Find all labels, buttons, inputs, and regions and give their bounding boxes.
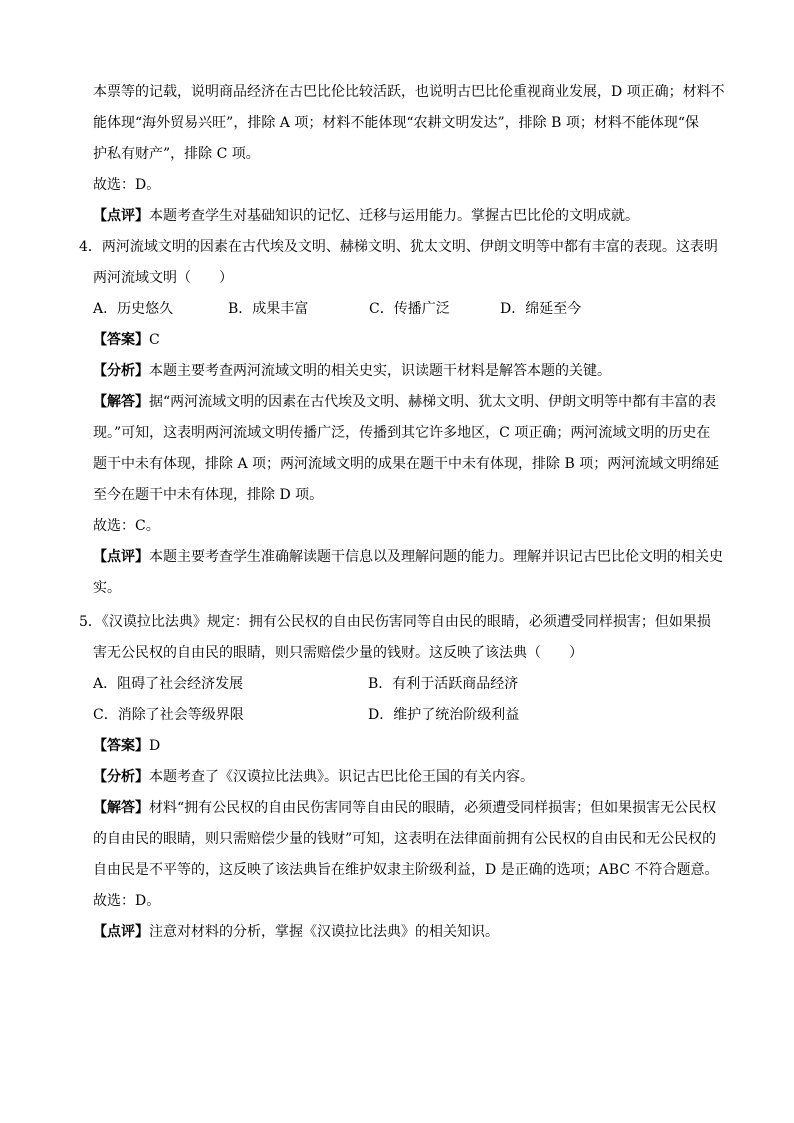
q5-choice: 故选：D。 [93, 893, 161, 909]
q5-option-a: A．阻碍了社会经济发展 [93, 676, 244, 692]
q5-solution-line-3: 自由民是不平等的，这反映了该法典旨在维护奴隶主阶级利益，D 是正确的选项；ABC 不符合题意。 [93, 862, 719, 878]
intro-line-1: 本票等的记载，说明商品经济在古巴比伦比较活跃，也说明古巴比伦重视商业发展，D 项正确；材料不 [93, 84, 725, 100]
q5-stem-line-2: 害无公民权的自由民的眼睛，则只需赔偿少量的钱财。这反映了该法典（ ） [93, 645, 583, 661]
q4-solution-line-4: 至今在题干中未有体现，排除 D 项。 [93, 487, 324, 503]
comment-text: 本题考查学生对基础知识的记忆、迁移与运用能力。掌握古巴比伦的文明成就。 [149, 208, 639, 224]
q5-option-c: C．消除了社会等级界限 [93, 707, 244, 723]
q4-solution-line-1: 【解答】据“两河流域文明的因素在古代埃及文明、赫梯文明、犹太文明、伊朗文明等中都有丰富的表 [93, 394, 717, 410]
q4-solution-line-2: 现。”可知，这表明两河流域文明传播广泛，传播到其它许多地区，C 项正确；两河流域文明的历史在 [93, 425, 711, 441]
q4-option-b: B．成果丰富 [228, 301, 309, 317]
q4-comment-line-2: 实。 [93, 580, 121, 596]
q4-answer: 【答案】C [93, 332, 160, 348]
q4-option-a: A．历史悠久 [93, 301, 174, 317]
intro-choice: 故选：D。 [93, 177, 161, 193]
q5-stem-line-1: 5．《汉谟拉比法典》规定：拥有公民权的自由民伤害同等自由民的眼睛，必须遭受同样损害；但如果损 [79, 614, 711, 630]
intro-line-3: 护私有财产”，排除 C 项。 [93, 146, 260, 162]
intro-line-2: 能体现“海外贸易兴旺”，排除 A 项；材料不能体现“农耕文明发达”，排除 B 项；材料不能体现“保 [93, 115, 699, 131]
q4-stem-line-1: 4．两河流域文明的因素在古代埃及文明、赫梯文明、犹太文明、伊朗文明等中都有丰富的表现。这表明 [79, 239, 718, 255]
q5-option-d: D．维护了统治阶级利益 [368, 707, 520, 723]
comment-tag: 【点评】 [93, 208, 149, 224]
q5-solution-line-2: 的自由民的眼睛，则只需赔偿少量的钱财”可知，这表明在法律面前拥有公民权的自由民和无公民权的 [93, 831, 717, 847]
q4-choice: 故选：C。 [93, 518, 160, 534]
q5-answer: 【答案】D [93, 738, 161, 754]
q4-stem-line-2: 两河流域文明（ ） [93, 270, 233, 286]
q5-analysis: 【分析】本题考查了《汉谟拉比法典》。识记古巴比伦王国的有关内容。 [93, 769, 534, 785]
q5-comment: 【点评】注意对材料的分析，掌握《汉谟拉比法典》的相关知识。 [93, 924, 499, 940]
q4-number: 4． [79, 239, 102, 255]
q4-solution-line-3: 题干中未有体现，排除 A 项；两河流域文明的成果在题干中未有体现，排除 B 项；两河流域文明绵延 [93, 456, 720, 472]
q4-option-d: D．绵延至今 [500, 301, 582, 317]
q5-option-b: B．有利于活跃商品经济 [368, 676, 519, 692]
q5-solution-line-1: 【解答】材料“拥有公民权的自由民伤害同等自由民的眼睛，必须遭受同样损害；但如果损害无公民权 [93, 800, 717, 816]
q4-analysis: 【分析】本题主要考查两河流域文明的相关史实，识读题干材料是解答本题的关键。 [93, 363, 611, 379]
q5-number: 5． [79, 614, 102, 630]
q4-comment-line-1: 【点评】本题主要考查学生准确解读题干信息以及理解问题的能力。理解并识记古巴比伦文明的相关史 [93, 549, 723, 565]
intro-comment [93, 206, 639, 226]
q4-option-c: C．传播广泛 [369, 301, 450, 317]
